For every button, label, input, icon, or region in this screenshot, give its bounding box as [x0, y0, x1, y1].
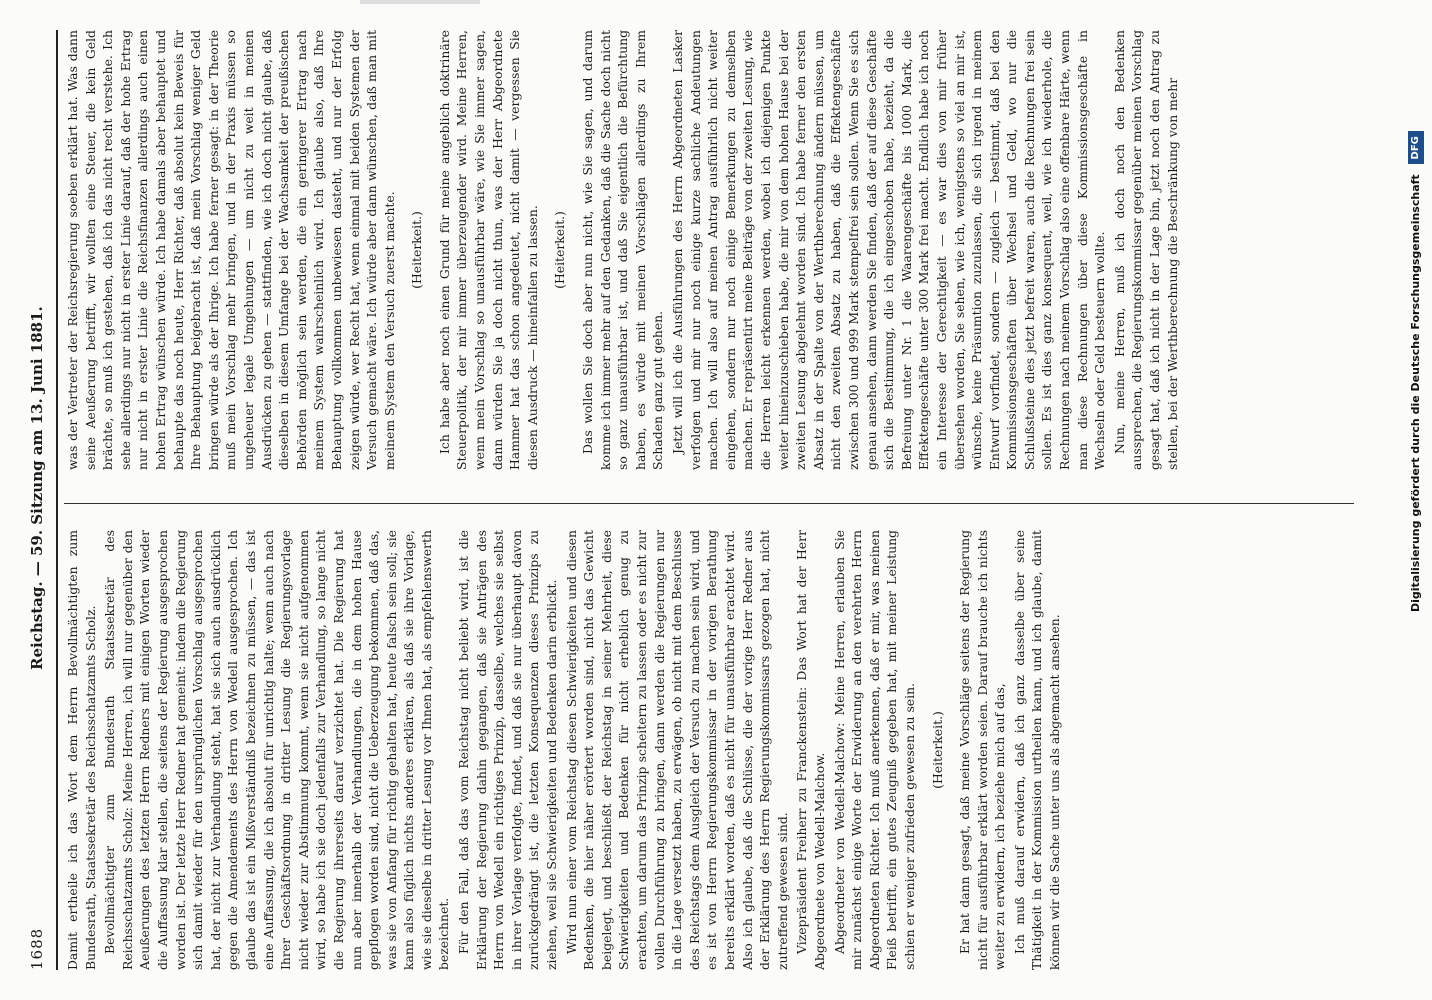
column-divider	[64, 503, 1354, 504]
paragraph: Ich habe aber noch einen Grund für meine angeblich doktrinäre Steuerpolitik, der mir immer überzeugender wird. Meine Herren, wenn mein Vorschlag so unausführbar wäre, wie Sie immer sagen, dann würden Sie ja doch nicht thun, was der Herr Abgeordnete Hammer hat das schon angedeutet, nicht damit — vergessen Sie diesen Ausdruck — hineinfallen zu lassen.	[436, 30, 540, 470]
page-title: Reichstag. — 59. Sitzung am 13. Juni 1881.	[28, 306, 46, 670]
paragraph: Ich muß darauf erwidern, daß ich ganz dasselbe über seine Thätigkeit in der Kommission urtheilen kann, und ich glaube, damit können wir die Sache unter uns als abgemacht ansehen.	[1011, 530, 1063, 970]
left-column	[64, 530, 1364, 970]
paragraph: Wird nun einer vom Reichstag diesen Schwierigkeiten und diesen Bedenken, die hier näher erörtert worden sind, nicht das Gewicht beigelegt, und beschließt der Reichstag in seiner Mehrheit, diese Schwierigkeiten und Bedenken für nicht erheblich genug zu erachten, um darum das Prinzip scheitern zu lassen oder es nicht zur vollen Durchführung zu bringen, dann werden die Regierungen nur in die Lage versetzt haben, zu erwägen, ob nicht mit dem Beschlusse des Reichstags dem Ausgleich der Versuch zu machen sein wird, und es ist von Herrn Regierungskommissar in der vorigen Berathung bereits erklärt worden, daß es nicht für unausführbar erachtet wird. Also ich glaube, daß die Schlüsse, die der vorige Herr Redner aus der Erklärung des Herrn Regierungskommissars gezogen hat, nicht zutreffend gewesen sind.	[563, 530, 790, 970]
paragraph: Bevollmächtigter zum Bundesrath Staatssekretär des Reichsschatzamts Scholz: Meine Herren, ich will nur gegenüber den Aeußerungen des letzten Herrn Redners mit einigen Worten wieder die Auffassung klar stellen, die seitens der Regierung ausgesprochen worden ist. Der letzte Herr Redner hat gemeint: indem die Regierung sich damit wieder für den ursprünglichen Vorschlag ausgesprochen hat, der nicht zur Verhandlung steht, hat sie sich auch ausdrücklich gegen die Amendements des Herrn von Wedell ausgesprochen. Ich glaube das ist ein Mißverständniß bezeichnen zu müssen, — das ist eine Auffassung, die ich absolut für unrichtig halte; wenn auch nach Ihrer Geschäftsordnung in dritter Lesung die Regierungsvorlage nicht wieder zur Abstimmung kommt, wenn sie nicht aufgenommen wird, so habe ich sie doch jedenfalls zur Verhandlung, so lange nicht die Regierung ihrerseits darauf verzichtet hat. Die Regierung hat nun aber innerhalb der Verhandlungen, die in dem hohen Hause gepflogen worden sind, nicht die Ueberzeugung bekommen, daß das, was sie von Anfang für richtig gehalten hat, heute falsch sein soll; sie kann also füglich nichts anderes erklären, als daß sie ihre Vorlage, wie sie dieselbe in dritter Lesung vor Ihnen hat, als empfehlenswerth bezeichnet.	[102, 530, 452, 970]
right-column	[64, 30, 1364, 470]
paragraph-interjection: (Heiterkeit.)	[409, 211, 425, 289]
paragraph: was der Vertreter der Reichsregierung soeben erklärt hat. Was dann seine Aeußerung betrifft, wir wollten eine Steuer, die kein Geld brächte, so muß ich gestehen, daß ich das nicht recht verstehe. Ich sehe allerdings nur nicht in erster Linie darauf, daß der hohe Ertrag nur nicht in erster Linie die Reichsfinanzen allerdings auch einen hohen Ertrag wünschen würde. Ich habe damals aber behauptet und behaupte das noch heute, Herr Richter, daß absolut kein Beweis für Ihre Behauptung beigebracht ist, daß mein Vorschlag weniger Geld bringen würde als der Ihrige. Ich habe ferner gesagt: in der Theorie muß mein Vorschlag mehr bringen, und in der Praxis müssen so ungeheuer legale Umgehungen — um nicht zu weit in meinen Ausdrücken zu gehen — stattfinden, wie ich doch nicht glaube, daß dieselben in diesem Umfange bei der Wachsamkeit der preußischen Behörden möglich sein werden, die ein geringerer Ertrag nach meinem System wahrscheinlich wird. Ich glaube also, daß Ihre Behauptung vollkommen unbewiesen dasteht, und nur der Erfolg zeigen würde, wer Recht hat, wenn einmal mit beiden Systemen der Versuch gemacht wäre. Ich würde aber dann wünschen, daß man mit meinem System den Versuch zuerst machte.	[65, 30, 397, 470]
paragraph: Damit ertheile ich das Wort dem Herrn Bevollmächtigten zum Bundesrath, Staatssekretär des Reichsschatzamts Scholz.	[65, 530, 98, 970]
paragraph: Abgeordneter von Wedell-Malchow: Meine Herren, erlauben Sie mir zunächst einige Worte der Erwiderung an den verehrten Herrn Abgeordneten Richter. Ich muß anerkennen, daß er mir, was meinen Fleiß betrifft, ein gutes Zeugniß gegeben hat, mit meiner Leistung schien er weniger zufrieden gewesen zu sein.	[831, 530, 917, 970]
page-number: 1688	[28, 927, 46, 970]
paragraph: Vizepräsident Freiherr zu Franckenstein: Das Wort hat der Herr Abgeordnete von Wedell-Malchow.	[794, 530, 827, 970]
paragraph-interjection: (Heiterkeit.)	[929, 711, 945, 789]
paragraph: Er hat dann gesagt, daß meine Vorschläge seitens der Regierung nicht für ausführbar erklärt worden seien. Darauf brauche ich nichts weiter zu erwidern, ich beziehe mich auf das,	[957, 530, 1008, 970]
digitization-stamp	[1404, 12, 1428, 612]
page-header	[24, 30, 52, 970]
stamp-text: Digitalisierung gefördert durch die Deutsche Forschungsgemeinschaft	[1409, 174, 1422, 612]
header-rule	[56, 30, 58, 970]
paragraph: Für den Fall, daß das vom Reichstag nicht beliebt wird, ist die Erklärung der Regierung dahin gegangen, daß sie Anträgen des Herrn von Wedell ein richtiges Prinzip, dasselbe, welches sie selbst in ihrer Vorlage verfolgte, findet, und daß sie nur überhaupt davon zurückgedrängt ist, die letzten Konsequenzen dieses Prinzips zu ziehen, weil sie Schwierigkeiten und Bedenken darin erblickt.	[456, 530, 560, 970]
dfg-logo: DFG	[1408, 131, 1424, 164]
paragraph-interjection: (Heiterkeit.)	[552, 211, 568, 289]
paragraph: Nun, meine Herren, muß ich doch noch den Bedenken aussprechen, die Regierungskommissar gegenüber meinen Vorschlag gesagt hat, daß ich nicht in der Lage bin, jetzt noch den Antrag zu stellen, bei der Werthberechnung die Beschränkung von mehr	[1111, 30, 1180, 470]
paragraph: Jetzt will ich die Ausführungen des Herrn Abgeordneten Lasker verfolgen und mir nur noch einige kurze sachliche Andeutungen machen. Ich will also auf meinen Antrag ausführlich nicht weiter eingehen, sondern nur noch einige Bemerkungen zu demselben machen. Er repräsentirt meine Beiträge von der zweiten Lesung, wie die Herren leicht erkennen werden, wobei ich diejenigen Punkte weiter hineinzuschieben habe, die mir von dem hohen Hause bei der zweiten Lesung abgelehnt worden sind. Ich habe ferner den ersten Absatz in der Spalte von der Werthberechnung ändern müssen, um nicht den zweiten Absatz zu haben, daß die Effektengeschäfte zwischen 300 und 999 Mark stempelfrei sein sollen. Wenn Sie es sich genau ansehen, dann werden Sie finden, daß der auf diese Geschäfte sich die Bestimmung, die ich eingeschoben habe, bezieht, da die Befreiung unter Nr. 1 die Waarengeschäfte bis 1000 Mark, die Effektengeschäfte unter 300 Mark frei macht. Endlich habe ich noch ein Interesse der Gerechtigkeit — es war dies von mir früher übersehen worden, Sie sehen, wie ich, wenigstens so viel an mir ist, wünsche, keine Präsumtion zuzulassen, die sich irgend in meinem Entwurf vorfindet, sondern — zugleich — bestimmt, daß bei den Kommissionsgeschäften über Wechsel und Geld, wo nur die Schlußsteine dies jetzt befreit waren, auch die Rechnungen frei sein sollen. Es ist dies ganz konsequent, weil, wie ich wiederhole, die Rechnungen nach meinem Vorschlag also eine offenbare Härte, wenn man diese Rechnungen über diese Kommissionsgeschäfte in Wechseln oder Geld besteuern wollte.	[670, 30, 1108, 470]
paragraph: Das wollen Sie doch aber nun nicht, wie Sie sagen, und darum komme ich immer mehr auf den Gedanken, daß die Sache doch nicht so ganz unausführbar ist, und daß Sie eigentlich die Befürchtung haben, es würde mit meinen Vorschlägen allerdings zu Ihrem Schaden ganz gut gehen.	[580, 30, 666, 470]
